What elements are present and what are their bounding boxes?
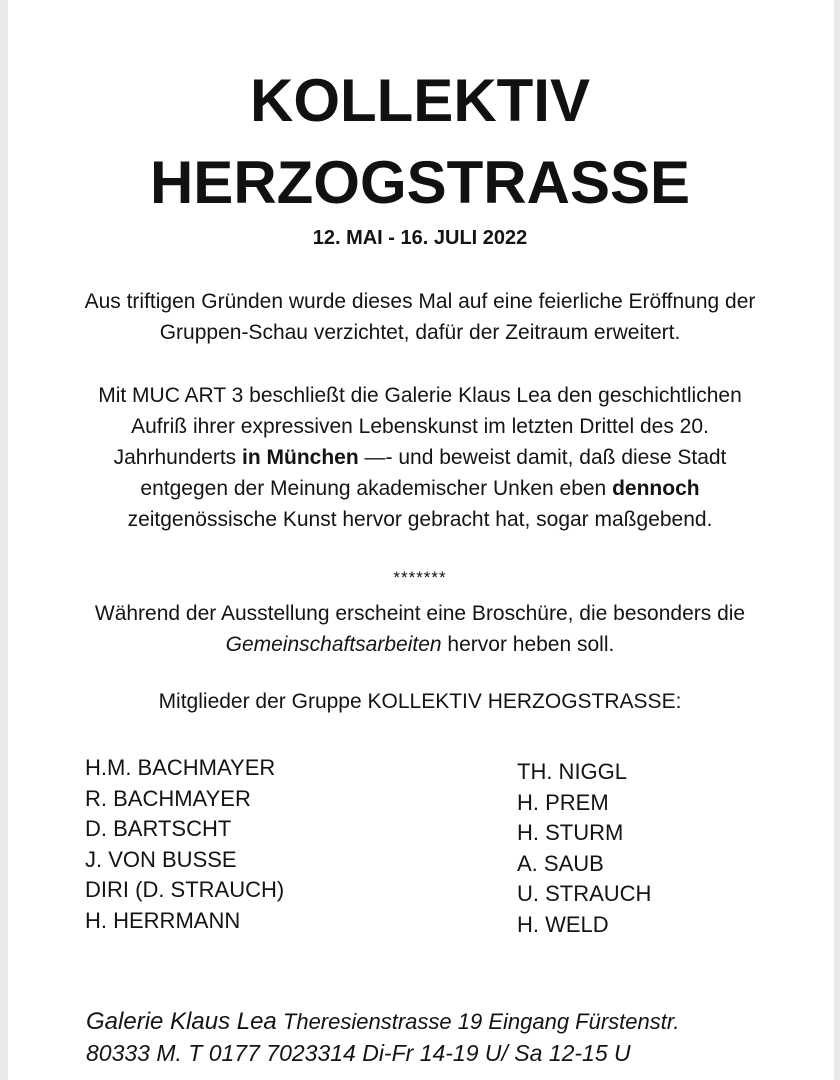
gallery-name: Galerie Klaus Lea xyxy=(86,1008,277,1035)
member-name: H.M. BACHMAYER xyxy=(85,755,276,780)
title-line-1: KOLLEKTIV xyxy=(250,67,590,134)
member-name: H. WELD xyxy=(517,911,609,937)
paragraph-3-text-a: Während der Ausstellung erscheint eine Broschüre, die besonders die xyxy=(94,602,746,625)
members-heading: Mitglieder der Gruppe KOLLEKTIV HERZOGSTRASSE: xyxy=(158,690,682,713)
exhibition-dates: 12. MAI - 16. JULI 2022 xyxy=(312,227,528,249)
paragraph-3-italic: Gemeinschaftsarbeiten xyxy=(225,633,442,656)
member-name: H. STURM xyxy=(517,820,624,845)
separator: ******* xyxy=(393,568,447,587)
gallery-address: Theresienstrasse 19 Eingang Fürstenstr. xyxy=(276,1009,680,1034)
paragraph-2-text-a: Mit MUC ART 3 beschließt die Galerie Klaus Lea den geschichtlichen Aufriß ihrer expressiven Lebenskunst im letzten Drittel des 20. Jahrhunderts xyxy=(98,384,742,469)
paragraph-1: Aus triftigen Gründen wurde dieses Mal auf eine feierliche Eröffnung der Gruppen-Schau verzichtet, dafür der Zeitraum erweitert. xyxy=(84,290,756,344)
footer-line-1 xyxy=(86,1008,680,1036)
member-name: DIRI (D. STRAUCH) xyxy=(85,877,285,902)
paragraph-3-text-b: hervor heben soll. xyxy=(441,633,615,656)
title-line-2: HERZOGSTRASSE xyxy=(149,149,691,216)
paragraph-2-text-c: zeitgenössische Kunst hervor gebracht hat, sogar maßgebend. xyxy=(127,508,713,531)
paragraph-3 xyxy=(80,598,760,660)
member-name: H. PREM xyxy=(517,789,609,815)
member-name: TH. NIGGL xyxy=(517,759,628,784)
member-name: A. SAUB xyxy=(517,850,604,876)
footer-line-2: 80333 M. T 0177 7023314 Di-Fr 14-19 U/ Sa 12-15 U xyxy=(86,1040,631,1066)
paragraph-2-bold-b: dennoch xyxy=(612,477,700,500)
member-name: D. BARTSCHT xyxy=(85,816,232,841)
paragraph-2-bold-a: in München xyxy=(242,446,359,469)
members-list-right xyxy=(517,757,651,940)
members-list-left xyxy=(85,753,284,936)
paragraph-2-text-b: —- und beweist damit, daß diese Stadt entgegen der Meinung akademischer Unken eben xyxy=(140,446,727,500)
member-name: J. VON BUSSE xyxy=(85,846,237,872)
member-name: R. BACHMAYER xyxy=(85,785,251,811)
member-name: U. STRAUCH xyxy=(517,881,652,906)
paragraph-2 xyxy=(80,380,760,535)
member-name: H. HERRMANN xyxy=(85,907,241,933)
